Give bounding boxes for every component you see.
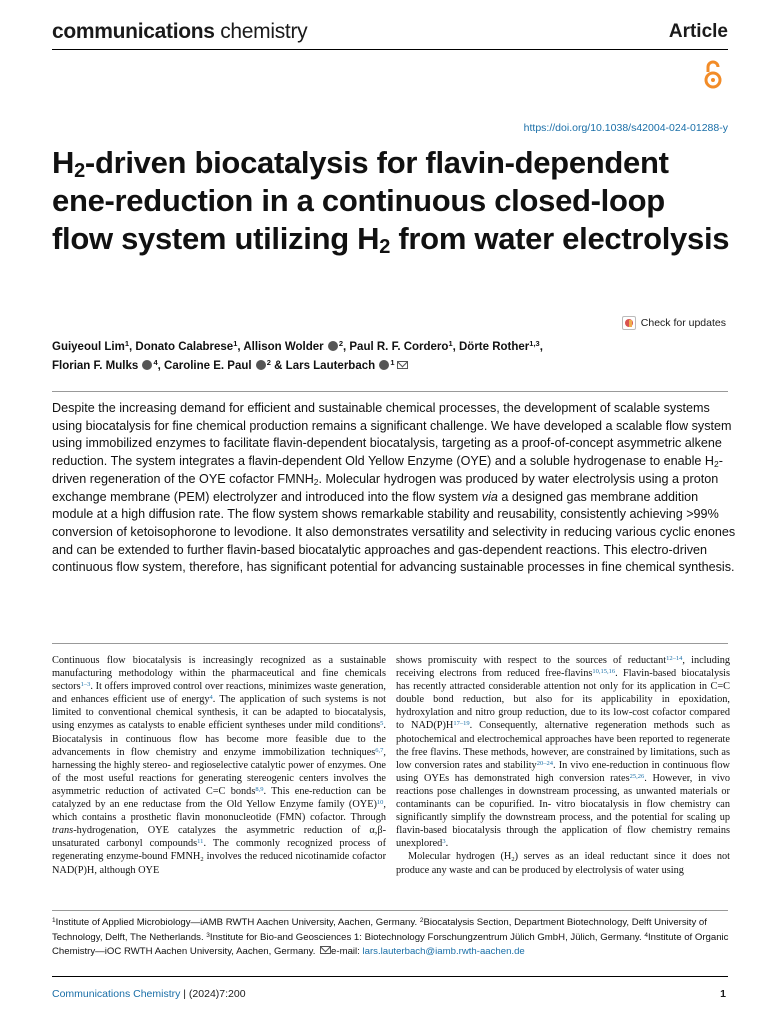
author-name[interactable]: Paul R. F. Cordero bbox=[349, 341, 449, 353]
footer-citation: Communications Chemistry | (2024)7:200 bbox=[52, 988, 246, 1000]
reference-link[interactable]: 10,15,16 bbox=[592, 668, 616, 676]
check-updates-icon bbox=[622, 316, 636, 330]
reference-link[interactable]: 12–14 bbox=[666, 655, 683, 662]
reference-link[interactable]: 1–3 bbox=[80, 681, 91, 689]
abstract-bottom-rule bbox=[52, 643, 728, 644]
page-number: 1 bbox=[720, 988, 726, 1000]
orcid-icon[interactable] bbox=[379, 360, 389, 370]
author-affiliation: 4 bbox=[153, 358, 158, 367]
author-affiliation: 2 bbox=[266, 358, 271, 367]
author-name[interactable]: Caroline E. Paul bbox=[164, 360, 252, 372]
journal-name bbox=[52, 20, 307, 44]
author-name[interactable]: Dörte Rother bbox=[459, 341, 530, 353]
author-affiliation: 1 bbox=[390, 358, 395, 367]
author-list: Guiyeoul Lim$^1$, Donato Calabrese$^1$, Allison Wolder $^2$, Paul R. F. Cordero$^1$, Dörte Rother$^{1,3}$, Florian F. Mulks $^4$, Caroline E. Paul $^2$ & Lars Lauterbach $^1$ bbox=[52, 339, 543, 372]
journal-header bbox=[52, 20, 728, 50]
journal-name-bold: communications bbox=[52, 20, 215, 43]
author-affiliation: 1 bbox=[233, 339, 238, 348]
author-affiliation: 1 bbox=[448, 339, 453, 348]
author-affiliation: 1 bbox=[124, 339, 130, 348]
open-access-icon bbox=[702, 58, 724, 90]
check-updates-label: Check for updates bbox=[640, 317, 726, 329]
reference-link[interactable]: 8,9 bbox=[255, 785, 264, 793]
doi-link[interactable]: https://doi.org/10.1038/s42004-024-01288-y bbox=[523, 122, 728, 134]
footnote-rule bbox=[52, 910, 728, 911]
corresponding-email-link[interactable]: lars.lauterbach@iamb.rwth-aachen.de bbox=[362, 946, 525, 957]
reference-link[interactable]: 4 bbox=[209, 694, 213, 702]
reference-link[interactable]: 25,26 bbox=[629, 772, 645, 780]
author-affiliation: 2 bbox=[338, 339, 343, 348]
affiliations-footnote: $^1$Institute of Applied Microbiology—iAMB RWTH Aachen University, Aachen, Germany. $^2$Biocatalysis Section, Department Biotechnology, Delft University of Technology, Delft, The Netherlands. $^3$Institute for Bio-and Geosciences 1: Biotechnology Forschungzentrum Jülich GmbH, Jülich, Germany. $^4$Institute of Organic Chemistry—iOC RWTH Aachen University, Aachen, Germany. e-mail: lars.lauterbach@iamb.rwth-aachen.de bbox=[52, 917, 729, 957]
body-column-right bbox=[396, 654, 730, 877]
author-name[interactable]: Donato Calabrese bbox=[135, 341, 234, 353]
body-column-left bbox=[52, 654, 386, 877]
body-paragraph: shows promiscuity with respect to the sources of reductant$^{12-14}$, including receiving electrons from reduced free-flavins$^{10,15,16}$. Flavin-based biocatalysis has recently attracted considerable attention not only for its application in C=C double bond reduction, but also for its applicability in epoxidation, hydroxylation and nitro group reduction, due to its low-cost cofactor compared to $NAD(P)H^{17-19}$. Consequently, alternative regeneration methods such as photochemical and electrochemical approaches have been reported to regenerate the free flavins. These methods, however, are constrained by limitations, such as low conversion rates and stability$^{20-24}$. In vivo ene-reduction in continuous flow using OYEs has demonstrated high conversion rates$^{25,26}$. However, in vivo reactions pose challenges in downstream processing, as unwanted materials or contaminants can be copurified. In- vitro biocatalysis in flow chemistry can significantly simplify the downstream process, and the potential for scaling up flavin-based biocatalysis through the application of flow chemistry remains unexplored$^3$. bbox=[396, 655, 730, 850]
author-name[interactable]: Allison Wolder bbox=[243, 341, 324, 353]
reference-link[interactable]: 6,7 bbox=[375, 746, 384, 754]
mail-icon[interactable] bbox=[397, 361, 408, 369]
abstract-top-rule bbox=[52, 391, 728, 392]
reference-link[interactable]: 20–24 bbox=[536, 759, 553, 767]
orcid-icon[interactable] bbox=[142, 360, 152, 370]
abstract: Despite the increasing demand for efficient and sustainable chemical processes, the development of scalable systems using biocatalysis for fine chemical production remains a significant challenge. We have developed a scalable flow system using immobilized enzymes to facilitate flavin-dependent biocatalysis, targeting as a proof-of-concept asymmetric alkene reduction. The system integrates a flavin-dependent Old Yellow Enzyme (OYE) and a soluble hydrogenase to enable $H_2$-driven regeneration of the OYE cofactor $FMNH_2$. Molecular hydrogen was produced by water electrolysis using a proton exchange membrane (PEM) electrolyzer and introduced into the flow system via a designed gas membrane addition module at a high diffusion rate. The flow system shows remarkable stability and reusability, consistently achieving >99% conversion of ketoisophorone to levodione. It also demonstrates versatility and selectivity in reducing various cyclic enones and can be extended to further flavin-based biocatalytic approaches and gas-dependent reactions. This electro-driven continuous flow system, therefore, has significant potential for advancing sustainable processes in fine chemical synthesis. bbox=[52, 401, 736, 575]
journal-name-light: chemistry bbox=[220, 20, 308, 43]
orcid-icon[interactable] bbox=[328, 341, 338, 351]
header-rule bbox=[52, 49, 728, 50]
article-title: $H_2$-driven biocatalysis for flavin-dependent ene-reduction in a continuous closed-loop flow system utilizing $H_2$ from water electrolysis bbox=[52, 145, 730, 258]
footer-rule bbox=[52, 976, 728, 977]
body-paragraph: Continuous flow biocatalysis is increasingly recognized as a sustainable manufacturing methodology within the pharmaceutical and fine chemicals sectors$^{1-3}$. It offers improved control over reactions, minimizes waste generation, and enhances efficient use of energy$^4$. The application of such systems is not limited to conventional chemical synthesis, it can be adapted to biocatalysis, using enzymes as catalysts to enable efficient syntheses under mild conditions$^5$. Biocatalysis in continuous flow has become more feasible due to the advancements in flow chemistry and enzyme immobilization techniques$^{6,7}$, harnessing the highly stereo- and regioselective catalytic power of enzymes. One of the most useful reactions for generating stereogenic centers involves the asymmetric reduction of activated C=C bonds$^{8,9}$. This ene-reduction can be catalyzed by an ene reductase from the Old Yellow Enzyme family (OYE)$^{10}$, which contains a prosthetic flavin mononucleotide (FMN) cofactor. Through trans-hydrogenation, OYE catalyzes the asymmetric reduction of α,β-unsaturated carbonyl compounds$^{11}$. The commonly recognized process of regenerating enzyme-bound $FMNH_2$ involves the reduced nicotinamide cofactor NAD(P)H, although OYE bbox=[52, 655, 386, 876]
author-name[interactable]: Florian F. Mulks bbox=[52, 360, 139, 372]
mail-icon bbox=[320, 946, 331, 954]
orcid-icon[interactable] bbox=[256, 360, 266, 370]
reference-link[interactable]: 11 bbox=[197, 838, 204, 846]
article-type: Article bbox=[668, 21, 728, 42]
reference-link[interactable]: 10 bbox=[376, 799, 384, 807]
reference-link[interactable]: 3 bbox=[442, 838, 446, 846]
author-name[interactable]: Guiyeoul Lim bbox=[52, 341, 125, 353]
author-affiliation: 1,3 bbox=[529, 339, 540, 348]
footer-journal-link[interactable]: Communications Chemistry bbox=[52, 988, 181, 1000]
author-name[interactable]: Lars Lauterbach bbox=[285, 360, 376, 372]
reference-link[interactable]: 5 bbox=[380, 720, 384, 728]
reference-link[interactable]: 17–19 bbox=[453, 720, 470, 728]
body-paragraph: Molecular hydrogen $(H_2)$ serves as an ideal reductant since it does not produce any waste and can be produced by electrolysis of water using bbox=[396, 851, 730, 876]
check-for-updates-button[interactable] bbox=[622, 316, 726, 330]
